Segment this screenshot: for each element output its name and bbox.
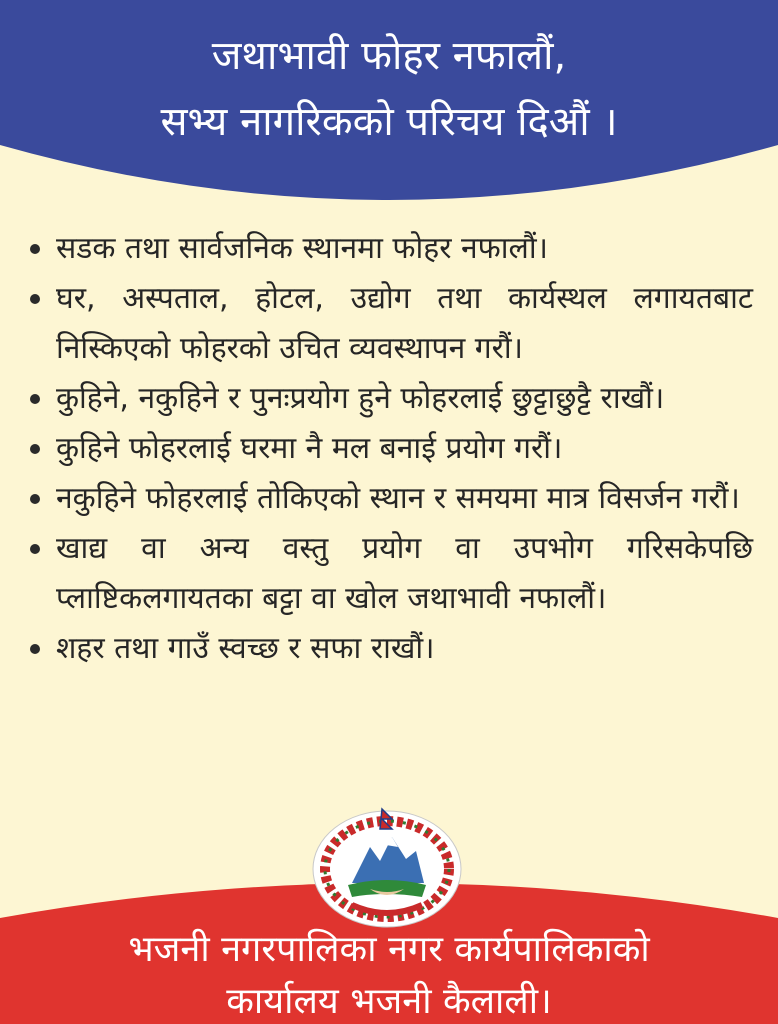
guideline-text: कुहिने फोहरलाई घरमा नै मल बनाई प्रयोग गरौं। — [56, 431, 563, 466]
guideline-item — [28, 624, 753, 674]
footer-office-line-1: भजनी नगरपालिका नगर कार्यपालिकाको — [128, 929, 650, 970]
guideline-item — [28, 424, 753, 474]
nepal-government-emblem-icon — [308, 805, 466, 930]
guideline-text: शहर तथा गाउँ स्वच्छ र सफा राखौं। — [56, 631, 435, 666]
guideline-text: घर, अस्पताल, होटल, उद्योग तथा कार्यस्थल लगायतबाट निस्किएको फोहरको उचित व्यवस्थापन गरौं। — [56, 281, 753, 366]
page-title-line-1: जथाभावी फोहर नफालौं, — [211, 33, 567, 79]
bullet-dot-icon — [30, 544, 40, 554]
bullet-dot-icon — [30, 244, 40, 254]
bullet-dot-icon — [30, 644, 40, 654]
guideline-text: खाद्य वा अन्य वस्तु प्रयोग वा उपभोग गरिसकेपछि प्लाष्टिकलगायतका बट्टा वा खोल जथाभावी नफालौं। — [56, 531, 753, 616]
guideline-item — [28, 524, 753, 624]
guideline-item — [28, 374, 753, 424]
bullet-dot-icon — [30, 444, 40, 454]
guideline-item — [28, 274, 753, 374]
footer-office-line-2: कार्यालय भजनी कैलाली। — [226, 981, 552, 1022]
bullet-dot-icon — [30, 494, 40, 504]
guideline-item — [28, 224, 753, 274]
guideline-list — [28, 224, 753, 674]
guideline-item — [28, 474, 753, 524]
guideline-text: नकुहिने फोहरलाई तोकिएको स्थान र समयमा मात्र विसर्जन गरौं। — [56, 481, 740, 516]
guideline-text: कुहिने, नकुहिने र पुनःप्रयोग हुने फोहरलाई छुट्टाछुट्टै राखौं। — [56, 381, 665, 416]
bullet-dot-icon — [30, 394, 40, 404]
bullet-dot-icon — [30, 294, 40, 304]
guideline-text: सडक तथा सार्वजनिक स्थानमा फोहर नफालौं। — [56, 231, 549, 266]
page-title-line-2: सभ्य नागरिकको परिचय दिऔं । — [160, 99, 618, 145]
header-banner — [0, 0, 778, 215]
